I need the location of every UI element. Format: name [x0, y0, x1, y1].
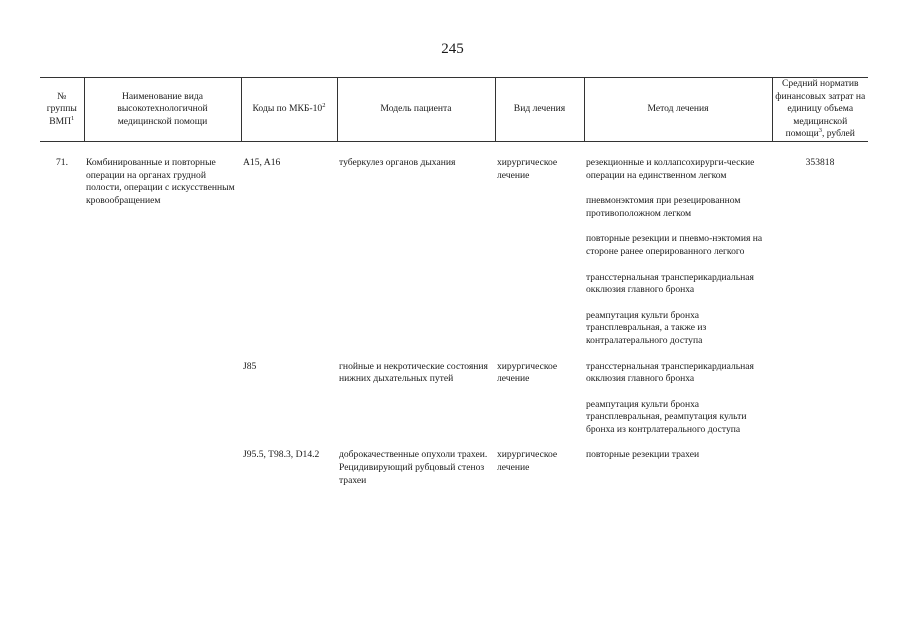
icd-codes: J95.5, T98.3, D14.2: [243, 449, 320, 461]
patient-model: гнойные и некротические состояния нижних дыхательных путей: [339, 360, 488, 385]
header-method: Метод лечения: [584, 78, 772, 142]
icd-codes: J85: [243, 360, 257, 372]
patient-model: туберкулез органов дыхания: [339, 156, 456, 168]
header-codes: Коды по МКБ-$10^2$: [241, 78, 337, 142]
icd-codes: A15, A16: [243, 156, 281, 168]
method-item: трансстернальная трансперикардиальная окклюзия главного бронха: [586, 271, 754, 296]
header-model: Модель пациента: [337, 78, 495, 142]
method-item: реампутация культи бронха трансплевральная, а также из контралатерального доступа: [586, 309, 707, 346]
method-item: повторные резекции трахеи: [586, 449, 700, 461]
method-item: трансстернальная трансперикардиальная окклюзия главного бронха: [586, 360, 754, 385]
cost-value: 353818: [805, 156, 835, 168]
header-row: [40, 78, 868, 142]
treatment-methods: [584, 157, 772, 348]
method-item: резекционные и коллапсохирурги-ческие операции на единственном легком: [586, 156, 755, 181]
page-number: 245: [441, 41, 464, 57]
group-number: 71.: [56, 156, 68, 168]
treatment-type: хирургическое лечение: [497, 360, 558, 385]
header-group: № группы ВМП$^1$: [40, 78, 84, 142]
header-name: Наименование вида высокотехнологичной медицинской помощи: [84, 78, 241, 142]
vmp-table: [40, 77, 868, 487]
treatment-type: хирургическое лечение: [497, 449, 558, 474]
treatment-methods: [584, 449, 772, 487]
care-type-name: Комбинированные и повторные операции на органах грудной полости, операции с искусственным кровообращением: [86, 156, 235, 206]
method-item: реампутация культи бронха трансплевральная, реампутация культи бронха из контрлатерального доступа: [586, 398, 747, 435]
table-row: [40, 157, 868, 348]
header-cost: Средний норматив финансовых затрат на единицу объема медицинской помощи$^3$, рублей: [772, 78, 868, 142]
method-item: пневмонэктомия при резецированном противоположном легком: [586, 195, 741, 219]
table-row: [40, 361, 868, 437]
treatment-methods: [584, 361, 772, 437]
treatment-type: хирургическое лечение: [497, 156, 558, 181]
table-row: [40, 449, 868, 487]
patient-model: доброкачественные опухоли трахеи. Рецидивирующий рубцовый стеноз трахеи: [339, 449, 488, 486]
header-treatment-type: Вид лечения: [495, 78, 584, 142]
method-item: повторные резекции и пневмо-нэктомия на стороне ранее оперированного легкого: [586, 233, 763, 257]
